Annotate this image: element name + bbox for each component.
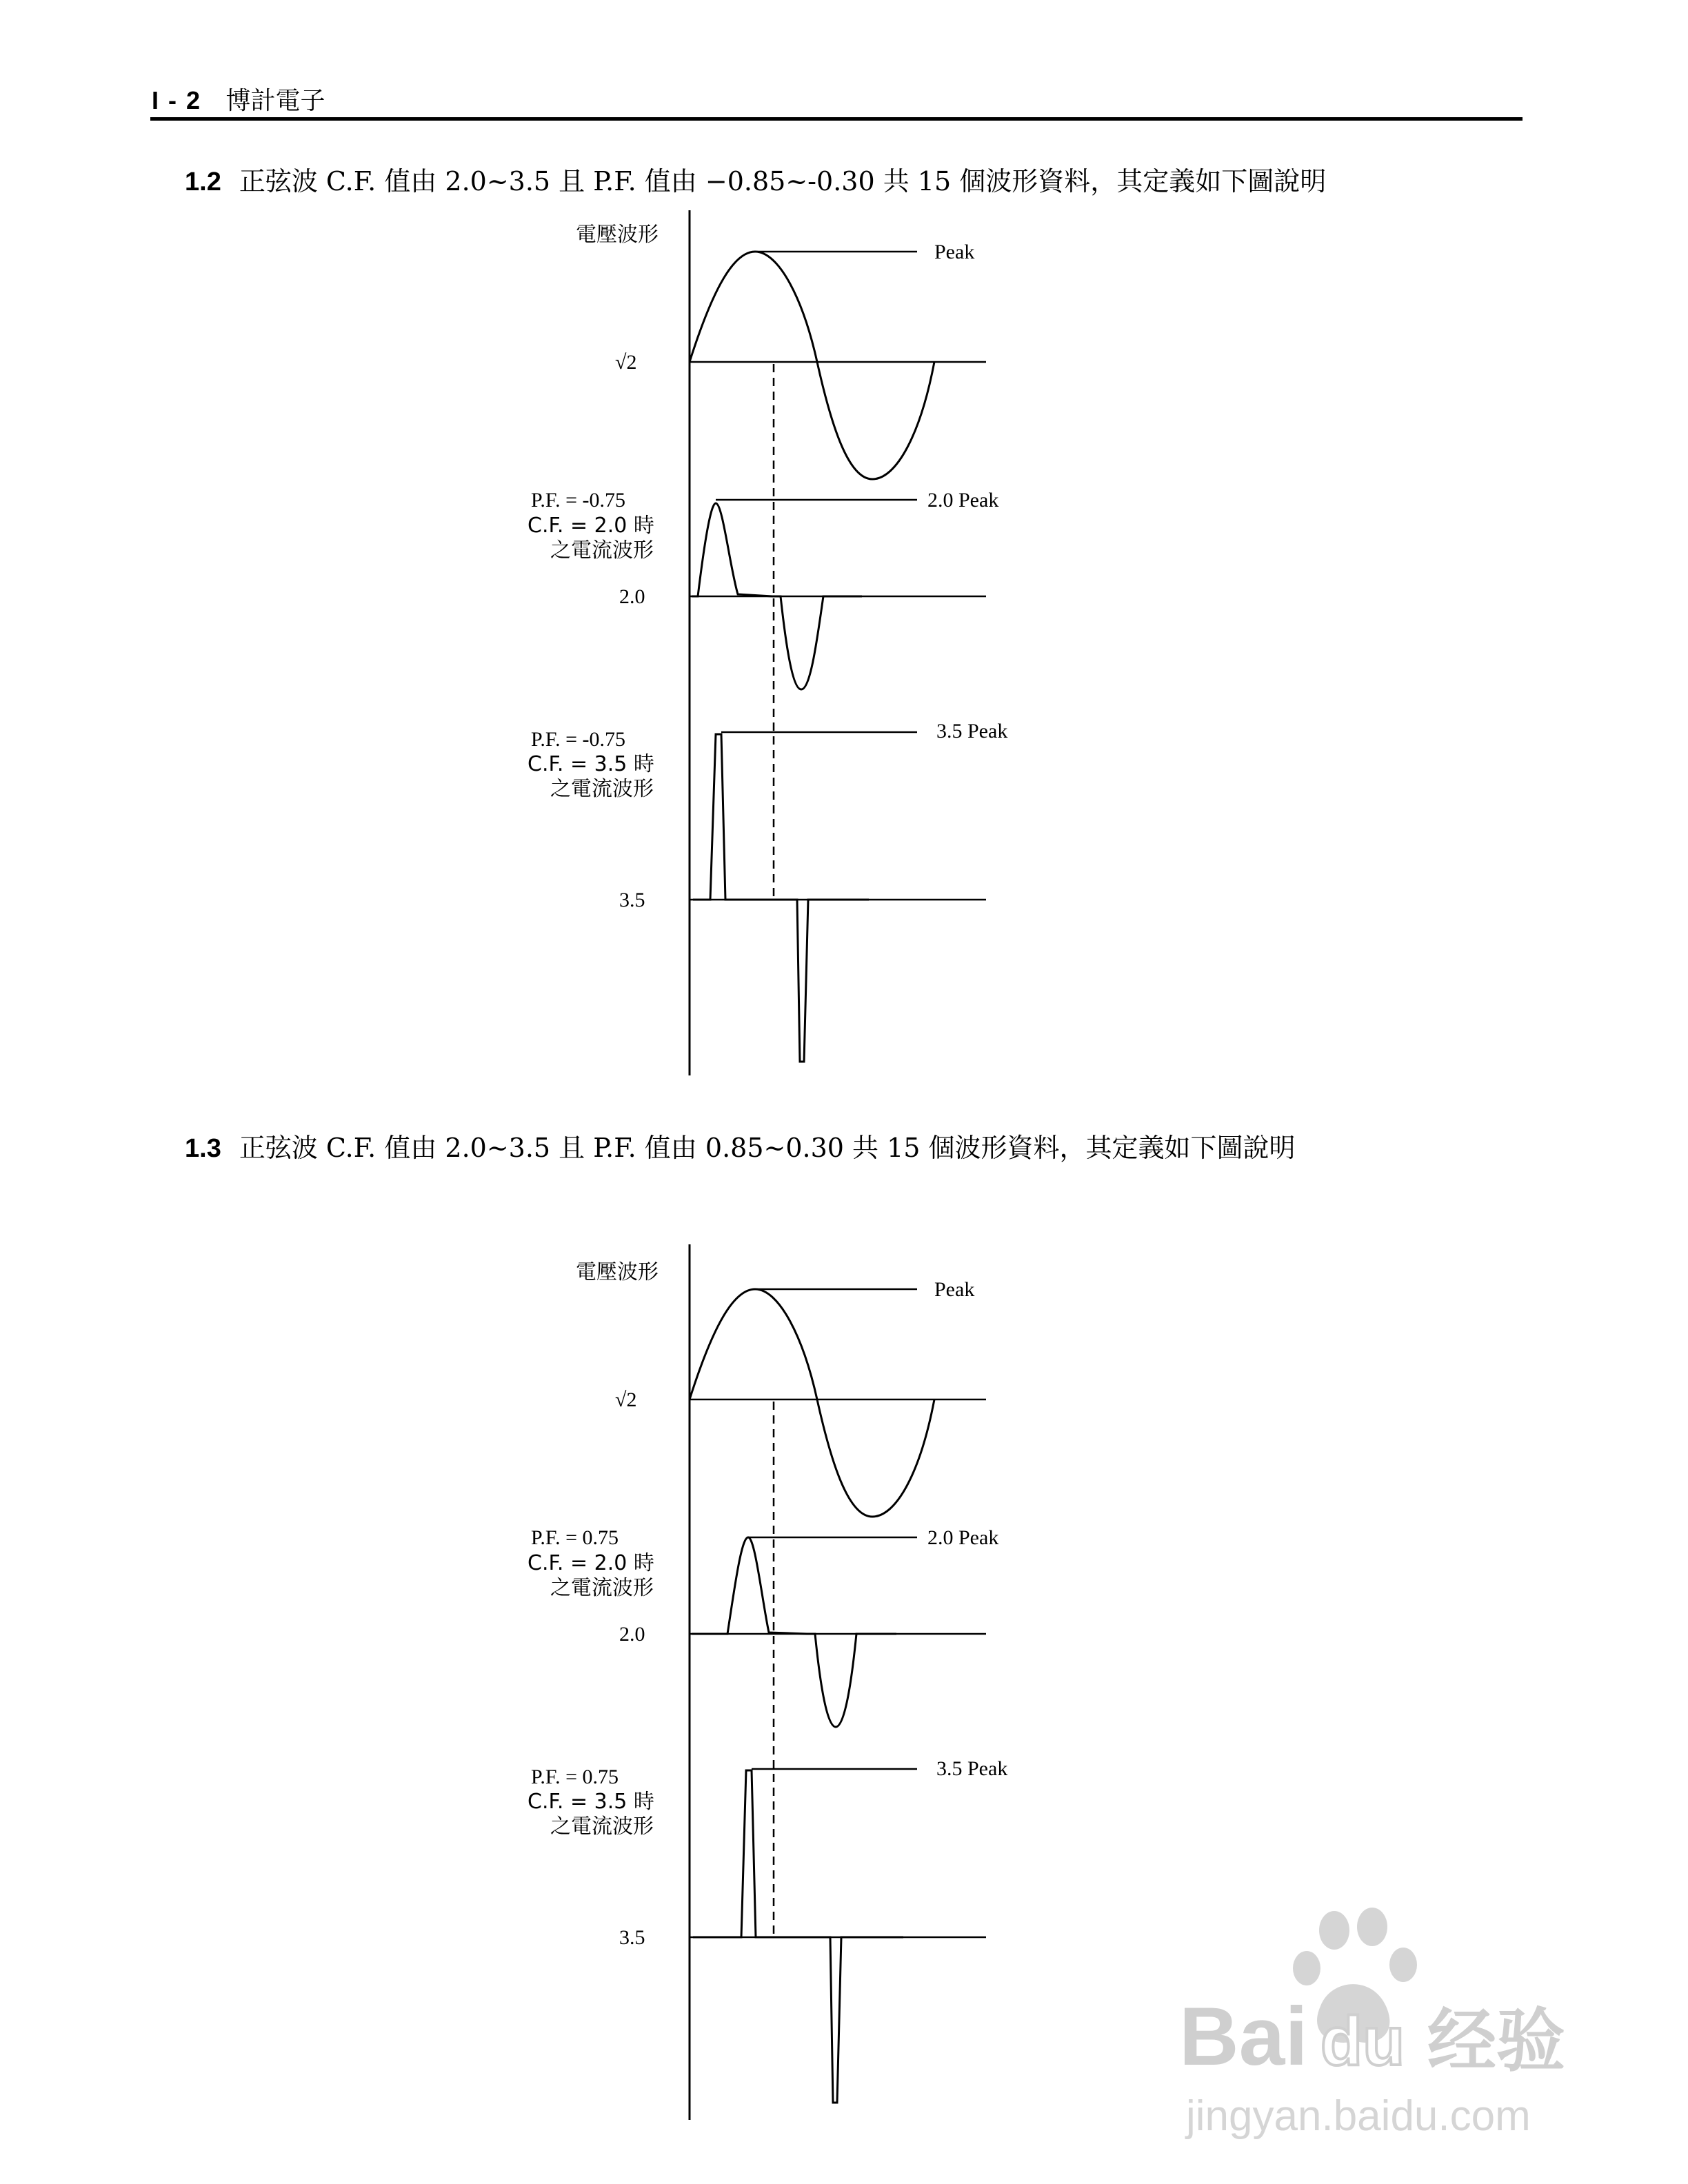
page-number: I - 2	[152, 86, 202, 114]
level3-label: 3.5	[619, 889, 645, 911]
figure-1-3	[496, 1234, 1117, 2130]
page-header	[152, 81, 325, 117]
pf-label-2: P.F. = -0.75	[531, 728, 626, 751]
section-text: 正弦波 C.F. 值由 2.0~3.5 且 P.F. 值由 0.85~0.30 共 15 個波形資料，其定義如下圖說明	[239, 1133, 1296, 1163]
current-waveform-label-1: 之電流波形	[550, 538, 654, 563]
baidu-watermark-logo	[1165, 1903, 1593, 2165]
current-waveform-label-2: 之電流波形	[550, 1814, 654, 1839]
cf-label-2: C.F. = 3.5 時	[528, 752, 654, 776]
section-number: 1.2	[185, 168, 221, 196]
level2-label: 2.0	[619, 1623, 645, 1646]
pf-label-2: P.F. = 0.75	[531, 1766, 619, 1788]
svg-text:jingyan.baidu.com: jingyan.baidu.com	[1186, 2092, 1531, 2140]
pf-label-1: P.F. = 0.75	[531, 1526, 619, 1549]
voltage-sine-wave	[690, 1289, 934, 1517]
current-wave-cf2	[692, 1537, 896, 1727]
peak2-label: 2.0 Peak	[927, 1526, 999, 1549]
peak3-label: 3.5 Peak	[936, 1757, 1008, 1780]
cf-label-2: C.F. = 3.5 時	[528, 1790, 654, 1814]
peak3-label: 3.5 Peak	[936, 720, 1008, 742]
cf-label-1: C.F. = 2.0 時	[528, 1551, 654, 1575]
peak2-label: 2.0 Peak	[927, 489, 999, 512]
section-text: 正弦波 C.F. 值由 2.0~3.5 且 P.F. 值由 −0.85~-0.30 共 15 個波形資料，其定義如下圖說明	[239, 166, 1327, 196]
section-heading-1-3	[185, 1126, 1296, 1164]
voltage-waveform-label: 電壓波形	[576, 223, 659, 247]
peak-label: Peak	[934, 1278, 975, 1301]
waveform-diagram-1-2	[496, 207, 1117, 1093]
peak-label: Peak	[934, 241, 975, 263]
current-wave-cf35	[693, 734, 869, 1062]
level2-label: 2.0	[619, 585, 645, 608]
sqrt2-label: √2	[615, 1388, 637, 1411]
current-waveform-label-1: 之電流波形	[550, 1576, 654, 1600]
waveform-diagram-1-3	[496, 1234, 1117, 2130]
level3-label: 3.5	[619, 1926, 645, 1949]
current-waveform-label-2: 之電流波形	[550, 777, 654, 801]
voltage-sine-wave	[690, 252, 934, 479]
section-heading-1-2	[185, 160, 1326, 198]
publisher-name: 博計電子	[225, 87, 325, 115]
pf-label-1: P.F. = -0.75	[531, 489, 626, 512]
figure-1-2	[496, 207, 1117, 1093]
svg-text:du: du	[1320, 2003, 1405, 2080]
section-number: 1.3	[185, 1134, 221, 1163]
header-rule	[150, 117, 1523, 121]
sqrt2-label: √2	[615, 351, 637, 374]
voltage-waveform-label: 電壓波形	[576, 1260, 659, 1284]
svg-text:经验: 经验	[1427, 2001, 1565, 2081]
svg-text:Bai: Bai	[1179, 1990, 1308, 2083]
cf-label-1: C.F. = 2.0 時	[528, 514, 654, 538]
